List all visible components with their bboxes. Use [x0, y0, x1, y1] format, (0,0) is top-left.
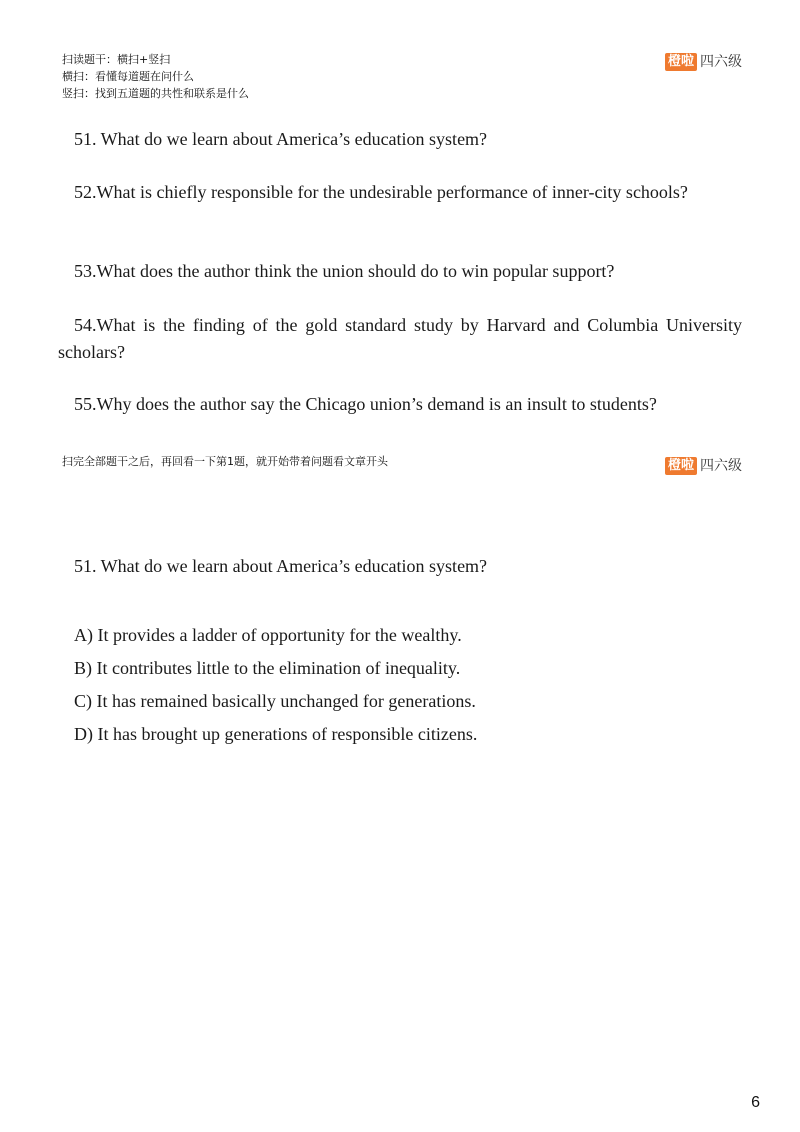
scan-instructions	[62, 51, 249, 102]
answer-options	[74, 619, 477, 751]
question-55: 55.Why does the author say the Chicago union’s demand is an insult to students?	[74, 394, 657, 414]
question-54: 54.What is the finding of the gold standard study by Harvard and Columbia University scholars?	[58, 315, 742, 362]
page-number: 6	[751, 1094, 760, 1111]
brand-logo-text: 四六级	[700, 54, 742, 70]
brand-logo-badge: 橙啦	[665, 457, 697, 475]
question-53: 53.What does the author think the union should do to win popular support?	[74, 261, 615, 281]
brand-logo	[665, 52, 742, 72]
reading-tip	[62, 453, 388, 470]
scan-note-line: 横扫：看懂每道题在问什么	[62, 70, 194, 83]
option-c: C) It has remained basically unchanged for generations.	[74, 691, 476, 711]
option-d: D) It has brought up generations of responsible citizens.	[74, 724, 478, 744]
brand-logo	[665, 456, 742, 476]
option-a: A) It provides a ladder of opportunity for the wealthy.	[74, 625, 462, 645]
option-b: B) It contributes little to the elimination of inequality.	[74, 658, 461, 678]
brand-logo-text: 四六级	[700, 458, 742, 474]
focus-question-51: 51. What do we learn about America’s education system?	[74, 556, 488, 576]
question-stems-section	[0, 0, 800, 430]
question-52: 52.What is chiefly responsible for the undesirable performance of inner-city schools?	[74, 182, 688, 202]
brand-logo-badge: 橙啦	[665, 53, 697, 71]
scan-note-line: 扫读题干：横扫+竖扫	[62, 53, 171, 66]
question-51: 51. What do we learn about America’s education system?	[74, 129, 488, 149]
question-51-detail-section	[0, 440, 800, 770]
reading-tip-line: 扫完全部题干之后，再回看一下第1题，就开始带着问题看文章开头	[62, 455, 388, 468]
scan-note-line: 竖扫：找到五道题的共性和联系是什么	[62, 87, 249, 100]
